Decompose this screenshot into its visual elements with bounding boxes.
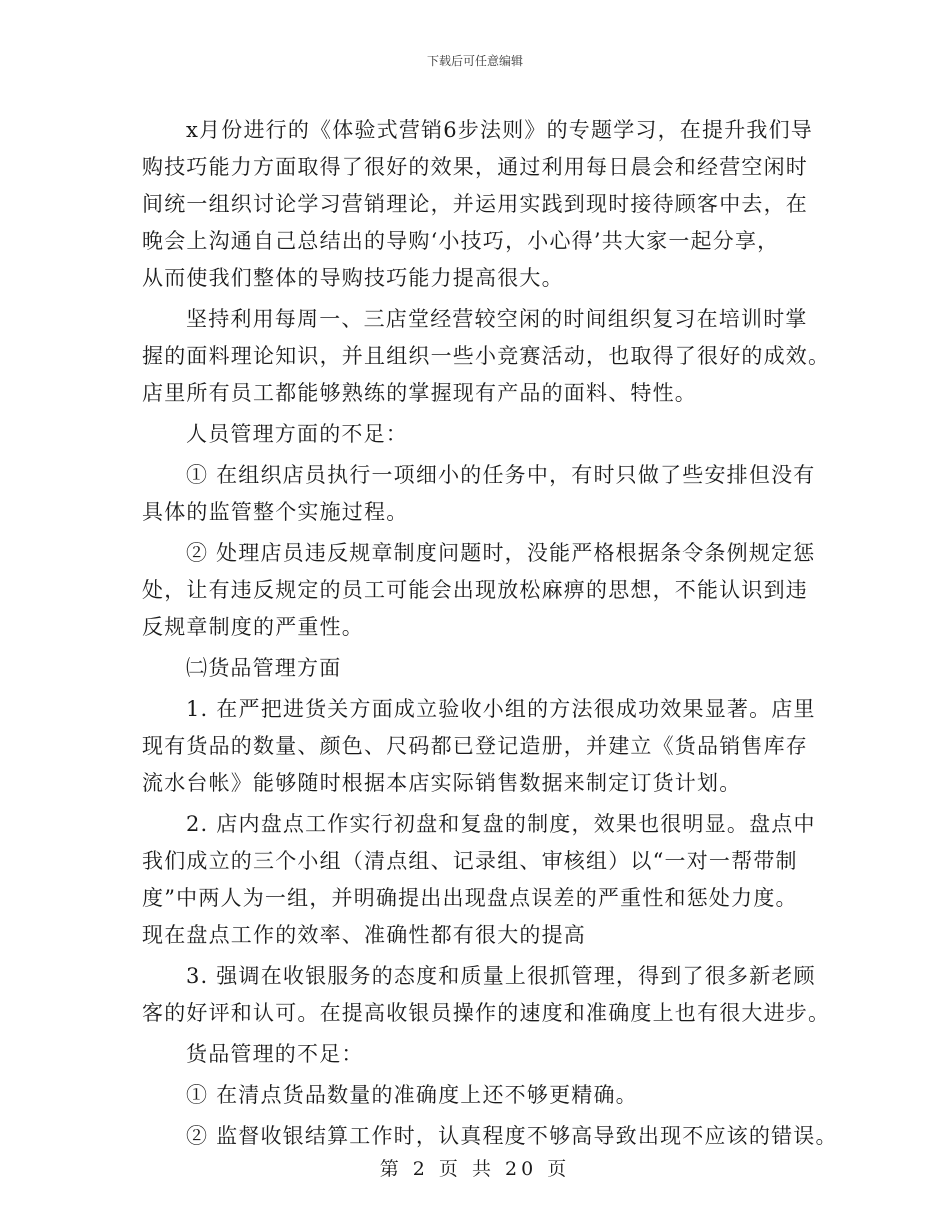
text-line: ① 在清点货品数量的准确度上还不够更精确。	[186, 1083, 638, 1107]
text-line: 握的面料理论知识，并且组织一些小竞赛活动，也取得了很好的成效。	[142, 344, 831, 368]
text-line: 购技巧能力方面取得了很好的效果，通过利用每日晨会和经营空闲时	[142, 155, 808, 179]
text-line: 现有货品的数量、颜色、尺码都已登记造册，并建立《货品销售库存	[142, 734, 808, 758]
page-footer: 第 2 页 共 20 页	[379, 1158, 571, 1180]
text-line: 现在盘点工作的效率、准确性都有很大的提高	[142, 923, 586, 947]
text-line: 具体的监管整个实施过程。	[142, 500, 409, 524]
text-line: ① 在组织店员执行一项细小的任务中，有时只做了些安排但没有	[186, 463, 816, 487]
text-line: 处，让有违反规定的员工可能会出现放松麻痹的思想，不能认识到违	[142, 578, 808, 602]
text-line: 我们成立的三个小组（清点组、记录组、审核组）以“一对一帮带制	[142, 849, 798, 873]
text-line: 3. 强调在收银服务的态度和质量上很抓管理，得到了很多新老顾	[186, 964, 816, 988]
text-line: x月份进行的《体验式营销6步法则》的专题学习，在提升我们导	[186, 118, 814, 142]
text-line: 坚持利用每周一、三店堂经营较空闲的时间组织复习在培训时掌	[186, 307, 808, 331]
document-body	[142, 112, 838, 1155]
text-line: ㈡货品管理方面	[186, 656, 342, 680]
text-line: ② 监督收银结算工作时，认真程度不够高导致出现不应该的错误。	[186, 1124, 838, 1148]
text-line: 店里所有员工都能够熟练的掌握现有产品的面料、特性。	[142, 381, 697, 405]
text-line: 流水台帐》能够随时根据本店实际销售数据来制定订货计划。	[142, 771, 742, 795]
text-line: 1. 在严把进货关方面成立验收小组的方法很成功效果显著。店里	[186, 697, 816, 721]
text-line: 人员管理方面的不足：	[186, 422, 408, 446]
text-line: ② 处理店员违反规章制度问题时，没能严格根据条令条例规定惩	[186, 541, 816, 565]
text-line: 货品管理的不足：	[186, 1042, 364, 1066]
text-line: 晚会上沟通自己总结出的导购‘小技巧，小心得’共大家一起分享，	[142, 229, 780, 253]
text-line: 2. 店内盘点工作实行初盘和复盘的制度，效果也很明显。盘点中	[186, 812, 816, 836]
text-line: 反规章制度的严重性。	[142, 615, 364, 639]
text-line: 度”中两人为一组，并明确提出出现盘点误差的严重性和惩处力度。	[142, 886, 798, 910]
text-line: 客的好评和认可。在提高收银员操作的速度和准确度上也有很大进步。	[142, 1001, 831, 1025]
page-header: 下载后可任意编辑	[426, 54, 523, 68]
text-line: 从而使我们整体的导购技巧能力提高很大。	[142, 266, 564, 290]
text-line: 间统一组织讨论学习营销理论，并运用实践到现时接待顾客中去，在	[142, 192, 808, 216]
